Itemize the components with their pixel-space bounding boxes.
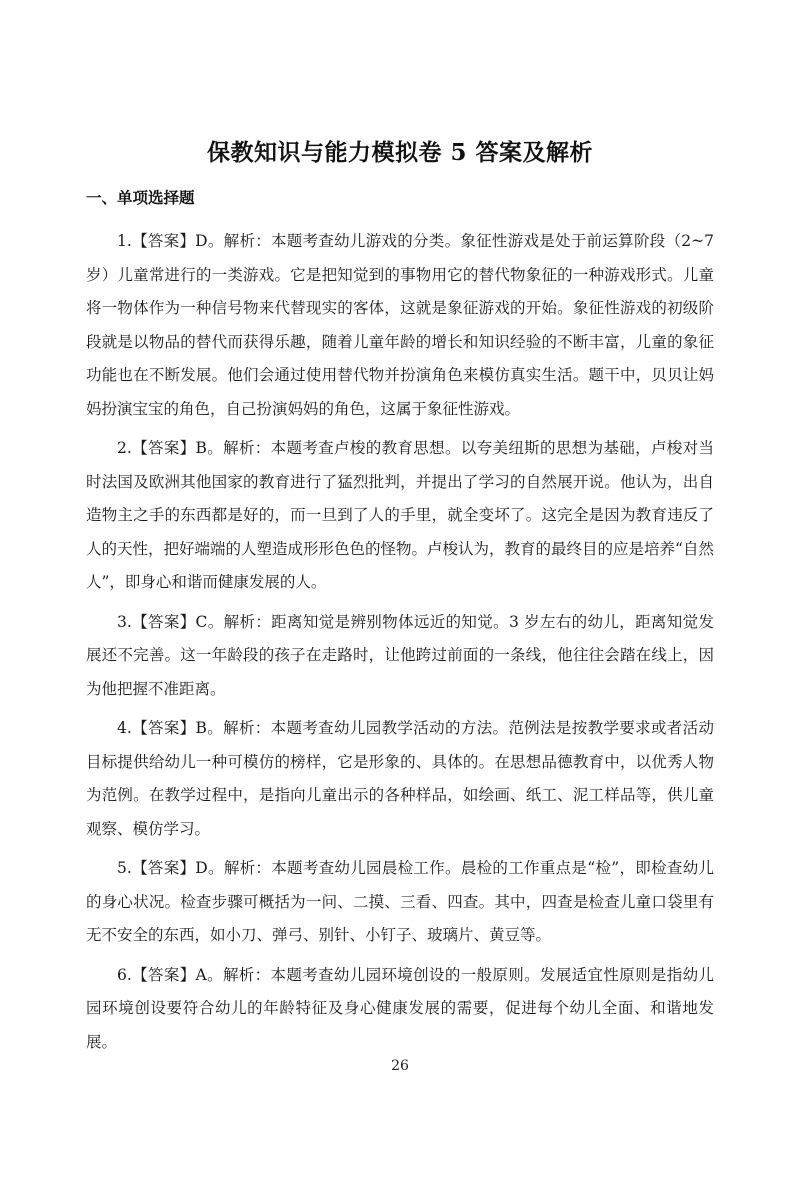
answer-item-3: 3.【答案】C。解析：距离知觉是辨别物体远近的知觉。3 岁左右的幼儿，距离知觉发展还不完善。这一年龄段的孩子在走路时，让他跨过前面的一条线，他往往会踏在线上，因为他把握不准距离。 [86,612,714,698]
page-title: 保教知识与能力模拟卷 5 答案及解析 [206,139,594,166]
answer-item-1: 1.【答案】D。解析：本题考查幼儿游戏的分类。象征性游戏是处于前运算阶段（2~7 岁）儿童常进行的一类游戏。它是把知觉到的事物用它的替代物象征的一种游戏形式。儿童将一物体作为一种信号物来代替现实的客体，这就是象征游戏的开始。象征性游戏的初级阶段就是以物品的替代而获得乐趣，随着儿童年龄的增长和知识经验的不断丰富，儿童的象征功能也在不断发展。他们会通过使用替代物并扮演角色来模仿真实生活。题干中，贝贝让妈妈扮演宝宝的角色，自己扮演妈妈的角色，这属于象征性游戏。 [86,232,714,418]
section-heading: 一、单项选择题 [86,189,195,207]
page-number: 26 [391,1058,409,1074]
answer-list [86,225,714,1065]
answer-item-6: 6.【答案】A。解析：本题考查幼儿园环境创设的一般原则。发展适宜性原则是指幼儿园环境创设要符合幼儿的年龄特征及身心健康发展的需要，促进每个幼儿全面、和谐地发展。 [86,965,714,1051]
answer-item-5: 5.【答案】D。解析：本题考查幼儿园晨检工作。晨检的工作重点是“检”，即检查幼儿的身心状况。检查步骤可概括为一问、二摸、三看、四查。其中，四查是检查儿童口袋里有无不安全的东西，如小刀、弹弓、别针、小钉子、玻璃片、黄豆等。 [86,859,714,944]
answer-item-2: 2.【答案】B。解析：本题考查卢梭的教育思想。以夸美纽斯的思想为基础，卢梭对当时法国及欧洲其他国家的教育进行了猛烈批判，并提出了学习的自然展开说。他认为，出自造物主之手的东西都是好的，而一旦到了人的手里，就全变坏了。这完全是因为教育违反了人的天性，把好端端的人塑造成形形色色的怪物。卢梭认为，教育的最终目的应是培养“自然人”，即身心和谐而健康发展的人。 [86,439,714,591]
answer-item-4: 4.【答案】B。解析：本题考查幼儿园教学活动的方法。范例法是按教学要求或者活动目标提供给幼儿一种可模仿的榜样，它是形象的、具体的。在思想品德教育中，以优秀人物为范例。在教学过程中，是指向儿童出示的各种样品，如绘画、纸工、泥工样品等，供儿童观察、模仿学习。 [86,719,714,838]
